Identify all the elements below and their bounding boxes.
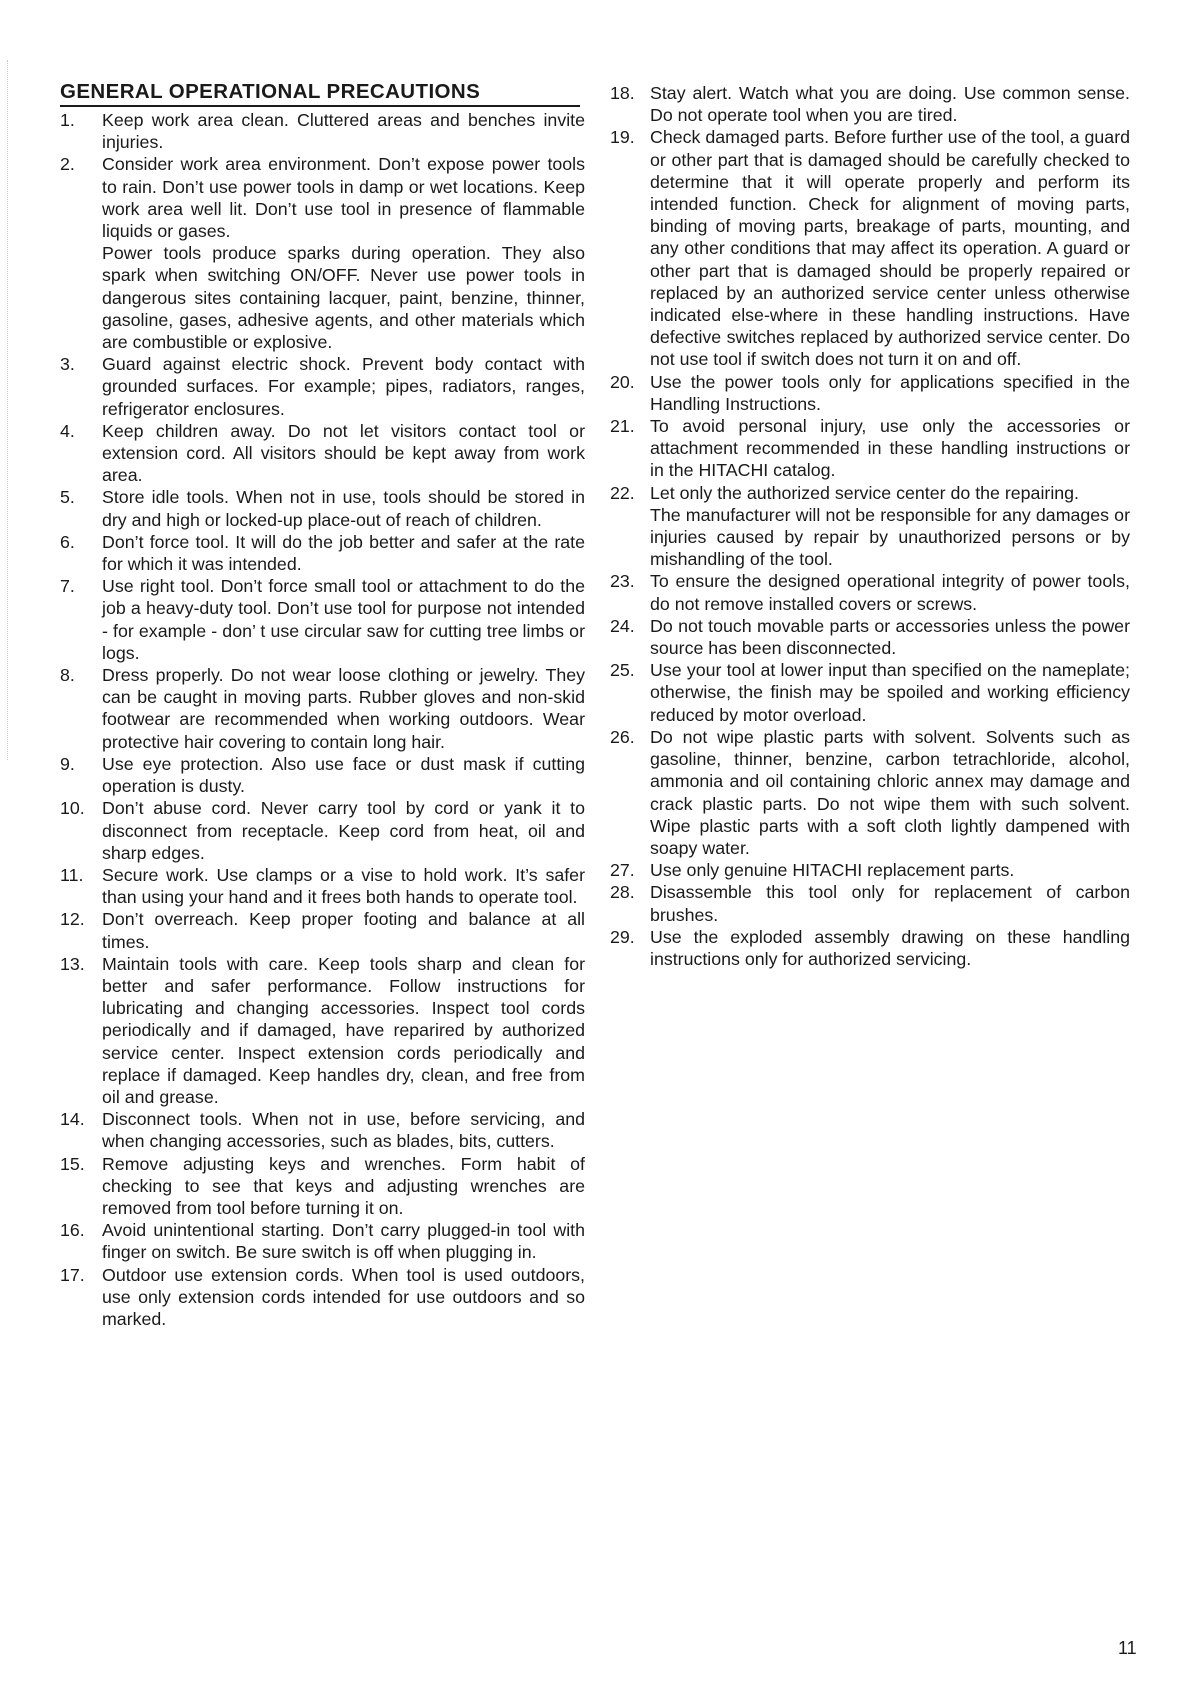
item-text: Outdoor use extension cords. When tool is used outdoors, use only extension cords intended for use outdoors and so marked. — [102, 1264, 585, 1329]
item-number: 4. — [60, 420, 75, 441]
item-text: Check damaged parts. Before further use of the tool, a guard or other part that is damaged should be carefully checked to determine that it will operate properly and perform its intended function. Check for alignment of moving parts, binding of moving parts, breakage of parts, mounting, and any other conditions that may affect its operation. A guard or other part that is damaged should be properly repaired or replaced by an authorized service center unless otherwise indicated else-where in these handling instructions. Have defective switches replaced by authorized service center. Do not use tool if switch does not turn it on and off. — [650, 127, 1130, 370]
item-number: 28. — [610, 882, 635, 903]
item-text: To ensure the designed operational integrity of power tools, do not remove installed covers or screws. — [650, 571, 1130, 614]
item-number: 10. — [60, 798, 85, 819]
item-text: Use your tool at lower input than specified on the nameplate; otherwise, the finish may be spoiled and working efficiency reduced by motor overload. — [650, 660, 1130, 725]
item-number: 23. — [610, 571, 635, 592]
list-item — [60, 153, 585, 353]
item-number: 8. — [60, 665, 75, 686]
list-item — [610, 881, 1130, 925]
item-text: Don’t abuse cord. Never carry tool by cord or yank it to disconnect from receptacle. Keep cord from heat, oil and sharp edges. — [102, 798, 585, 863]
item-text: Avoid unintentional starting. Don’t carry plugged-in tool with finger on switch. Be sure switch is off when plugging in. — [102, 1220, 585, 1263]
list-item — [610, 415, 1130, 482]
item-number: 25. — [610, 660, 635, 681]
list-item — [60, 531, 585, 575]
list-item — [60, 1264, 585, 1331]
item-text: Use right tool. Don’t force small tool or attachment to do the job a heavy-duty tool. Don’t use tool for purpose not intended - for example - don’ t use circular saw for cutting tree limbs or logs. — [102, 576, 585, 663]
list-item — [610, 82, 1130, 126]
item-number: 2. — [60, 154, 75, 175]
precautions-list-right — [610, 82, 1130, 970]
item-number: 14. — [60, 1109, 85, 1130]
item-number: 7. — [60, 576, 75, 597]
item-number: 24. — [610, 615, 635, 636]
item-text: Use eye protection. Also use face or dust mask if cutting operation is dusty. — [102, 753, 585, 797]
item-number: 11. — [60, 864, 84, 885]
item-number: 27. — [610, 860, 635, 881]
precautions-list-left — [60, 109, 585, 1330]
list-item — [60, 953, 585, 1108]
item-number: 5. — [60, 487, 75, 508]
section-heading: GENERAL OPERATIONAL PRECAUTIONS — [60, 80, 580, 107]
item-number: 3. — [60, 354, 75, 375]
item-text: Keep children away. Do not let visitors contact tool or extension cord. All visitors should be kept away from work area. — [102, 420, 585, 486]
item-number: 12. — [60, 909, 85, 930]
item-number: 6. — [60, 531, 75, 552]
scan-margin-mark — [7, 60, 8, 760]
item-text: Use only genuine HITACHI replacement parts. — [650, 860, 1015, 881]
list-item — [610, 126, 1130, 370]
item-text: Use the power tools only for applications specified in the Handling Instructions. — [650, 371, 1130, 414]
list-item — [610, 659, 1130, 726]
item-text: Guard against electric shock. Prevent body contact with grounded surfaces. For example; pipes, radiators, ranges, refrigerator enclosures. — [102, 354, 585, 419]
item-text: Stay alert. Watch what you are doing. Use common sense. Do not operate tool when you are tired. — [650, 83, 1130, 126]
list-item — [60, 864, 585, 908]
item-number: 9. — [60, 753, 75, 774]
list-item — [610, 615, 1130, 659]
list-item — [60, 1219, 585, 1263]
item-text: Secure work. Use clamps or a vise to hold work. It’s safer than using your hand and it frees both hands to operate tool. — [102, 864, 585, 908]
item-number: 17. — [60, 1264, 85, 1285]
item-text: Keep work area clean. Cluttered areas and benches invite injuries. — [102, 110, 585, 153]
list-item — [60, 420, 585, 487]
item-text: Disconnect tools. When not in use, before servicing, and when changing accessories, such as blades, bits, cutters. — [102, 1109, 585, 1152]
item-number: 15. — [60, 1153, 85, 1174]
item-text: Disassemble this tool only for replacement of carbon brushes. — [650, 882, 1130, 925]
item-text: Let only the authorized service center do the repairing. — [650, 482, 1079, 503]
item-text-continued: The manufacturer will not be responsible for any damages or injuries caused by repair by unauthorized persons or by mishandling of the tool. — [650, 504, 1130, 570]
item-number: 1. — [60, 110, 75, 130]
list-item — [60, 1108, 585, 1152]
item-text: To avoid personal injury, use only the accessories or attachment recommended in these handling instructions or in the HITACHI catalog. — [650, 416, 1130, 481]
list-item — [60, 353, 585, 420]
list-item — [60, 575, 585, 664]
item-number: 21. — [610, 416, 635, 437]
item-text: Do not wipe plastic parts with solvent. Solvents such as gasoline, thinner, benzine, carbon tetrachloride, alcohol, ammonia and oil containing chloric annex may damage and crack plastic parts. Do not wipe them with such solvent. Wipe plastic parts with a soft cloth lightly dampened with soapy water. — [650, 726, 1130, 858]
item-number: 18. — [610, 83, 635, 103]
item-text: Store idle tools. When not in use, tools should be stored in dry and high or locked-up place-out of reach of children. — [102, 487, 585, 530]
list-item — [610, 726, 1130, 859]
list-item — [610, 859, 1130, 881]
left-column — [60, 80, 585, 1330]
list-item — [60, 908, 585, 952]
list-item — [60, 753, 585, 797]
right-column — [610, 82, 1130, 970]
item-number: 19. — [610, 127, 635, 148]
item-number: 20. — [610, 371, 635, 392]
item-text: Do not touch movable parts or accessories unless the power source has been disconnected. — [650, 615, 1130, 659]
item-text: Don’t force tool. It will do the job better and safer at the rate for which it was intended. — [102, 531, 585, 575]
list-item — [60, 797, 585, 864]
item-number: 26. — [610, 726, 635, 747]
list-item — [60, 109, 585, 153]
item-number: 22. — [610, 482, 635, 503]
item-number: 16. — [60, 1220, 85, 1241]
item-text: Don’t overreach. Keep proper footing and balance at all times. — [102, 909, 585, 952]
list-item — [610, 570, 1130, 614]
list-item — [610, 371, 1130, 415]
item-text: Dress properly. Do not wear loose clothing or jewelry. They can be caught in moving parts. Rubber gloves and non-skid footwear are recommended when working outdoors. Wear protective hair covering to contain long hair. — [102, 665, 585, 752]
list-item — [60, 486, 585, 530]
item-number: 29. — [610, 926, 635, 947]
item-number: 13. — [60, 953, 85, 974]
page-number: 11 — [1118, 1638, 1137, 1658]
item-text: Remove adjusting keys and wrenches. Form habit of checking to see that keys and adjusting wrenches are removed from tool before turning it on. — [102, 1153, 585, 1218]
list-item — [610, 926, 1130, 970]
list-item — [60, 1153, 585, 1220]
item-text-continued: Power tools produce sparks during operation. They also spark when switching ON/OFF. Never use power tools in dangerous sites containing lacquer, paint, benzine, thinner, gasoline, gases, adhesive agents, and other materials which are combustible or explosive. — [102, 243, 585, 353]
item-text: Consider work area environment. Don’t expose power tools to rain. Don’t use power tools in damp or wet locations. Keep work area well lit. Don’t use tool in presence of flammable liquids or gases. — [102, 154, 585, 242]
item-text: Maintain tools with care. Keep tools sharp and clean for better and safer performance. Follow instructions for lubricating and changing accessories. Inspect tool cords periodically and if damaged, have reparired by authorized service center. Inspect extension cords periodically and replace if damaged. Keep handles dry, clean, and free from oil and grease. — [102, 953, 585, 1107]
item-text: Use the exploded assembly drawing on these handling instructions only for authorized servicing. — [650, 926, 1130, 969]
list-item — [610, 482, 1130, 571]
list-item — [60, 664, 585, 753]
